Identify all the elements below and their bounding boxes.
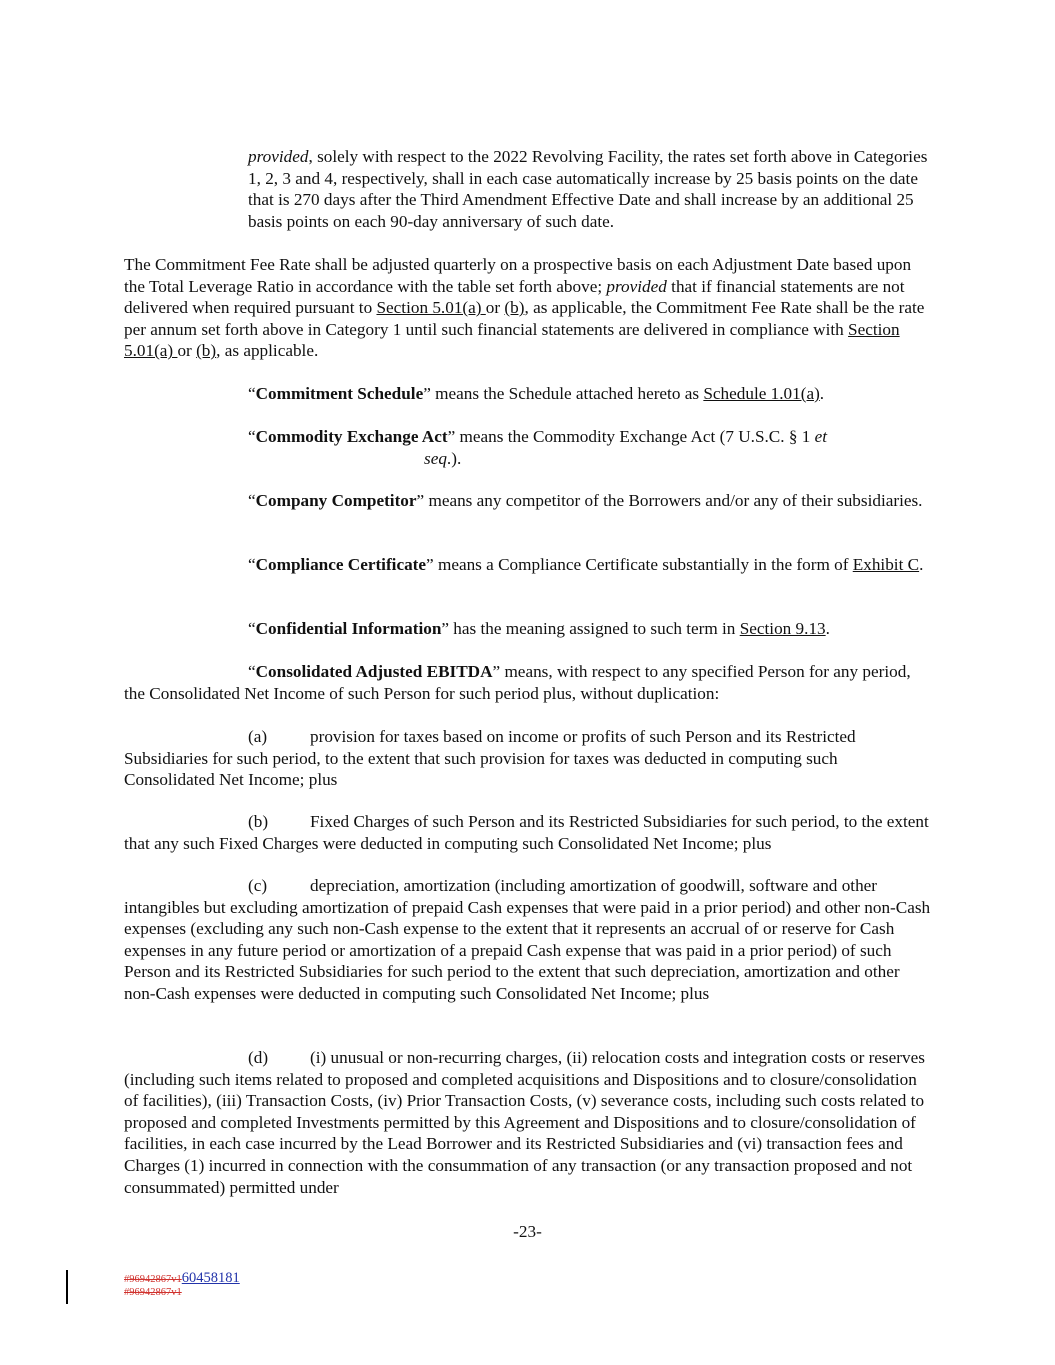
defined-term: Company Competitor [255,491,417,510]
definition-company-competitor [124,490,932,512]
fee-text-2: that if financial statements are not delivered when required pursuant to [124,276,905,318]
defined-term: Compliance Certificate [255,555,427,574]
definition-consolidated-adjusted-ebitda [124,661,932,704]
clause-label: (b) [248,812,269,831]
fee-or-1: or [485,298,505,318]
clause-label: (c) [248,876,268,895]
fee-text-3: , as applicable, the Commitment Fee Rate shall be the rate per annum set forth above in Category 1 until such financial statements are delivered in compliance with [124,298,925,339]
definition-end: .). [446,448,462,468]
section-b-ref: (b) [504,298,525,318]
definition-commitment-schedule [124,383,932,405]
defined-term: Commodity Exchange Act [255,427,448,446]
definition-commodity-exchange-act [124,426,932,469]
defined-term: Commitment Schedule [255,384,424,403]
clause-d [124,1047,932,1198]
quote-open: “ [248,384,256,403]
clause-label: (d) [248,1048,269,1067]
definition-text: ” means a Compliance Certificate substantially in the form of [426,555,853,574]
definition-end: . [819,384,825,403]
quote-open: “ [248,662,256,681]
section-5-01a-ref: Section 5.01(a) [376,298,486,318]
clause-c [124,875,932,1005]
section-b-ref-2: (b) [196,341,217,361]
provided-paragraph [248,146,932,232]
quote-open: “ [248,427,256,446]
doc-id-inserted: 60458181 [181,1270,240,1286]
section-9-13-ref: Section 9.13 [739,619,826,638]
provided-italic: provided [248,147,309,166]
et-italic: et [814,427,828,446]
fee-provided-italic: provided [606,276,667,296]
quote-open: “ [248,619,256,638]
defined-term: Confidential Information [255,619,442,638]
definition-confidential-information [124,618,932,640]
fee-or-2: or [177,341,197,361]
definition-end: . [825,619,830,638]
defined-term: Consolidated Adjusted EBITDA [255,662,493,681]
provided-text: , solely with respect to the 2022 Revolving Facility, the rates set forth above in Categories 1, 2, 3 and 4, respectively, shall in each case automatically increase by 25 basis points on the date that is 270 days after the Third Amendment Effective Date and shall increase by an additional 25 basis points on each 90-day anniversary of such date. [248,147,928,231]
fee-text-4: , as applicable. [216,341,319,361]
definition-text: ” means the Commodity Exchange Act (7 U.S.C. § 1 [447,427,815,446]
definition-end: . [919,555,924,574]
clause-b [124,811,932,854]
exhibit-c-ref: Exhibit C [852,555,920,574]
commitment-fee-paragraph [124,254,932,362]
clause-text: Fixed Charges of such Person and its Restricted Subsidiaries for such period, to the extent that any such Fixed Charges were deducted in computing such Consolidated Net Income; plus [124,812,929,853]
definition-text: ” has the meaning assigned to such term in [441,619,740,638]
fee-text-1: The Commitment Fee Rate shall be adjusted quarterly on a prospective basis on each Adjustment Date based upon the Total Leverage Ratio in accordance with the table set forth above; [124,255,912,296]
clause-text: (i) unusual or non-recurring charges, (ii) relocation costs and integration costs or reserves (including such items related to proposed and completed acquisitions and Dispositions and to closure/consolidation of facilities), (iii) Transaction Costs, (iv) Prior Transaction Costs, (v) severance costs, including such costs related to proposed and completed Investments permitted by this Agreement and Dispositions and to closure/consolidation of facilities, in each case incurred by the Lead Borrower and its Restricted Subsidiaries and (vi) transaction fees and Charges (1) incurred in connection with the consummation of any transaction (or any transaction proposed and not consummated) permitted under [124,1048,925,1197]
quote-open: “ [248,491,256,510]
definition-text: ” means the Schedule attached hereto as [423,384,704,403]
schedule-1-01a-ref: Schedule 1.01(a) [703,384,820,403]
page-number: -23- [513,1222,542,1241]
section-5-01a-ref-2: Section 5.01(a) [124,319,900,361]
change-bar [66,1270,68,1304]
clause-text: provision for taxes based on income or profits of such Person and its Restricted Subsidiaries for such period, to the extent that such provision for taxes was deducted in computing such Consolidated Net Income; plus [124,727,856,790]
clause-a [124,726,932,791]
doc-id-deleted: #96942867v1 [124,1274,182,1285]
clause-text: depreciation, amortization (including amortization of goodwill, software and other intangibles but excluding amortization of prepaid Cash expenses that were paid in a prior period) and other non-Cash expenses (excluding any such non-Cash expense to the extent that it represents an accrual of or reserve for Cash expenses in any future period or amortization of a prepaid Cash expense that was paid in a prior period) of such Person and its Restricted Subsidiaries for such period to the extent that such depreciation, amortization and other non-Cash expenses were deducted in computing such Consolidated Net Income; plus [124,876,931,1003]
definition-text: ” means, with respect to any specified Person for any period, the Consolidated Net Income of such Person for such period plus, without duplication: [124,662,911,703]
definition-text: ” means any competitor of the Borrowers and/or any of their subsidiaries. [416,491,923,510]
document-id [124,1272,240,1299]
doc-id-deleted-2: #96942867v1 [124,1287,182,1298]
seq-italic: seq [424,448,447,468]
quote-open: “ [248,555,256,574]
definition-compliance-certificate [124,554,932,576]
clause-label: (a) [248,727,268,746]
